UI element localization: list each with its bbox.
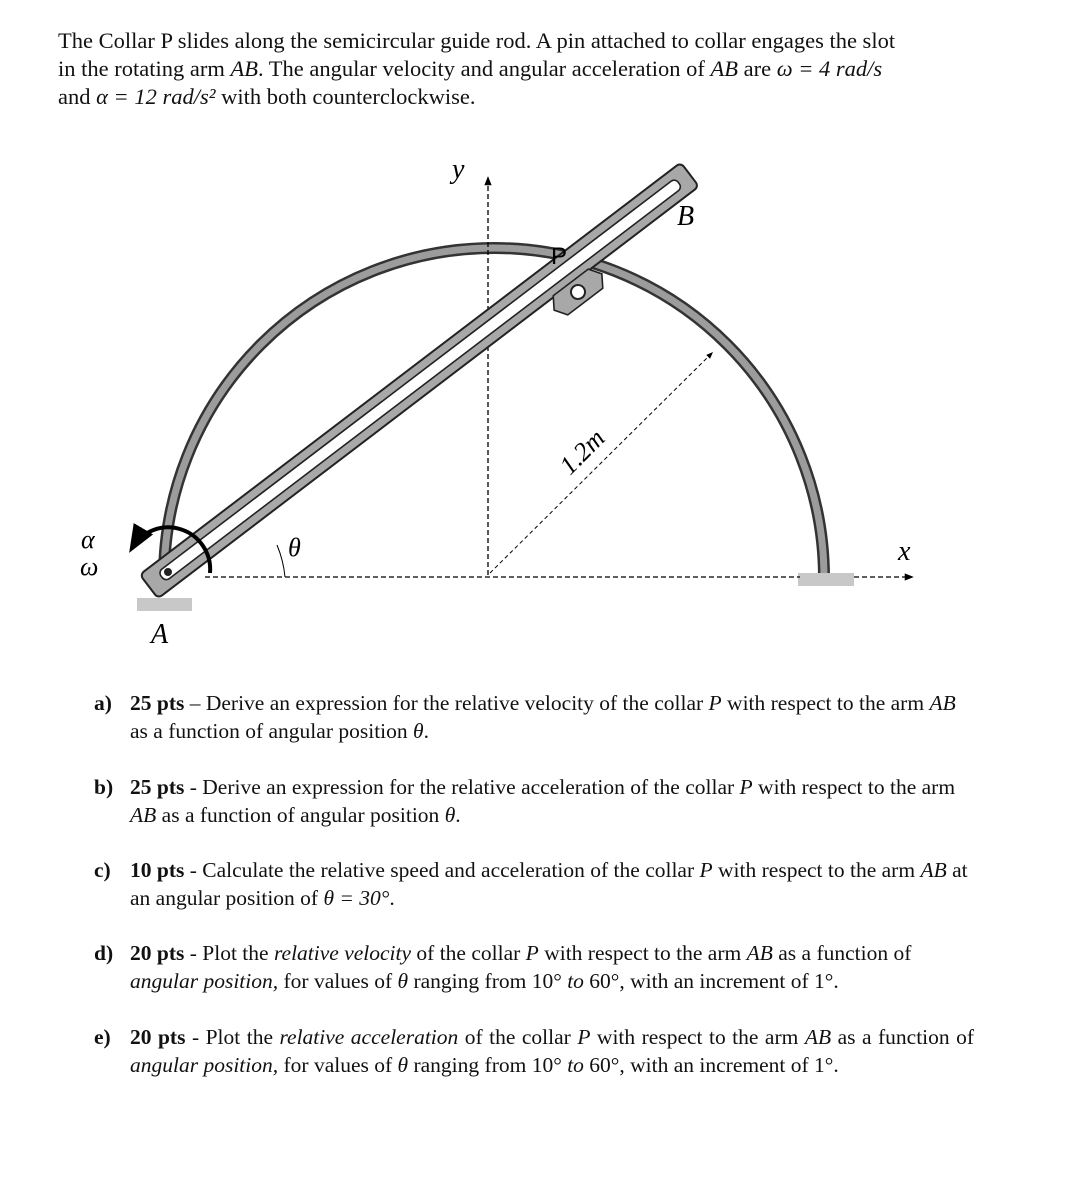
alpha-value: α = 12 rad/s² — [96, 84, 216, 109]
theta-arc — [277, 545, 285, 577]
label-radius: 1.2m — [553, 423, 611, 481]
support-left — [137, 598, 192, 611]
radius-line — [490, 353, 712, 573]
semicircular-guide-rod — [164, 248, 824, 578]
label-theta: θ — [288, 533, 301, 562]
label-A: A — [151, 619, 169, 650]
intro-line-1: The Collar P slides along the semicircular guide rod. A pin attached to collar engages the slot — [58, 28, 896, 53]
problem-statement — [58, 27, 988, 111]
label-B: B — [677, 201, 695, 232]
pivot-pin-A — [164, 568, 172, 576]
label-y: y — [452, 154, 465, 185]
question-b: b) 25 pts - Derive an expression for the relative acceleration of the collar P with respect to the arm AB as a function of angular position θ. — [94, 775, 956, 827]
question-e: e) 20 pts - Plot the relative acceleration of the collar P with respect to the arm AB as a function of angular position, for values of θ ranging from 10° to 60°, with an increment of 1°. — [94, 1025, 975, 1077]
question-d: d) 20 pts - Plot the relative velocity of the collar P with respect to the arm AB as a function of angular position, for values of θ ranging from 10° to 60°, with an increment of 1°. — [94, 941, 912, 993]
label-alpha: α — [81, 525, 95, 554]
label-x: x — [898, 536, 911, 567]
label-P: P — [551, 243, 568, 270]
question-c: c) 10 pts - Calculate the relative speed and acceleration of the collar P with respect to the arm AB at an angular position of θ = 30°. — [94, 858, 968, 910]
support-right — [798, 573, 854, 586]
omega-value: ω = 4 rad/s — [776, 56, 883, 81]
intro-line-3: and α = 12 rad/s² with both counterclockwise. — [58, 84, 476, 109]
intro-line-2: in the rotating arm AB. The angular velocity and angular acceleration of AB are ω = 4 rad/s — [58, 56, 883, 81]
mechanism-diagram — [0, 150, 1069, 660]
question-a: a) 25 pts – Derive an expression for the relative velocity of the collar P with respect to the arm AB as a function of angular position θ. — [94, 691, 956, 743]
label-omega: ω — [80, 552, 99, 581]
